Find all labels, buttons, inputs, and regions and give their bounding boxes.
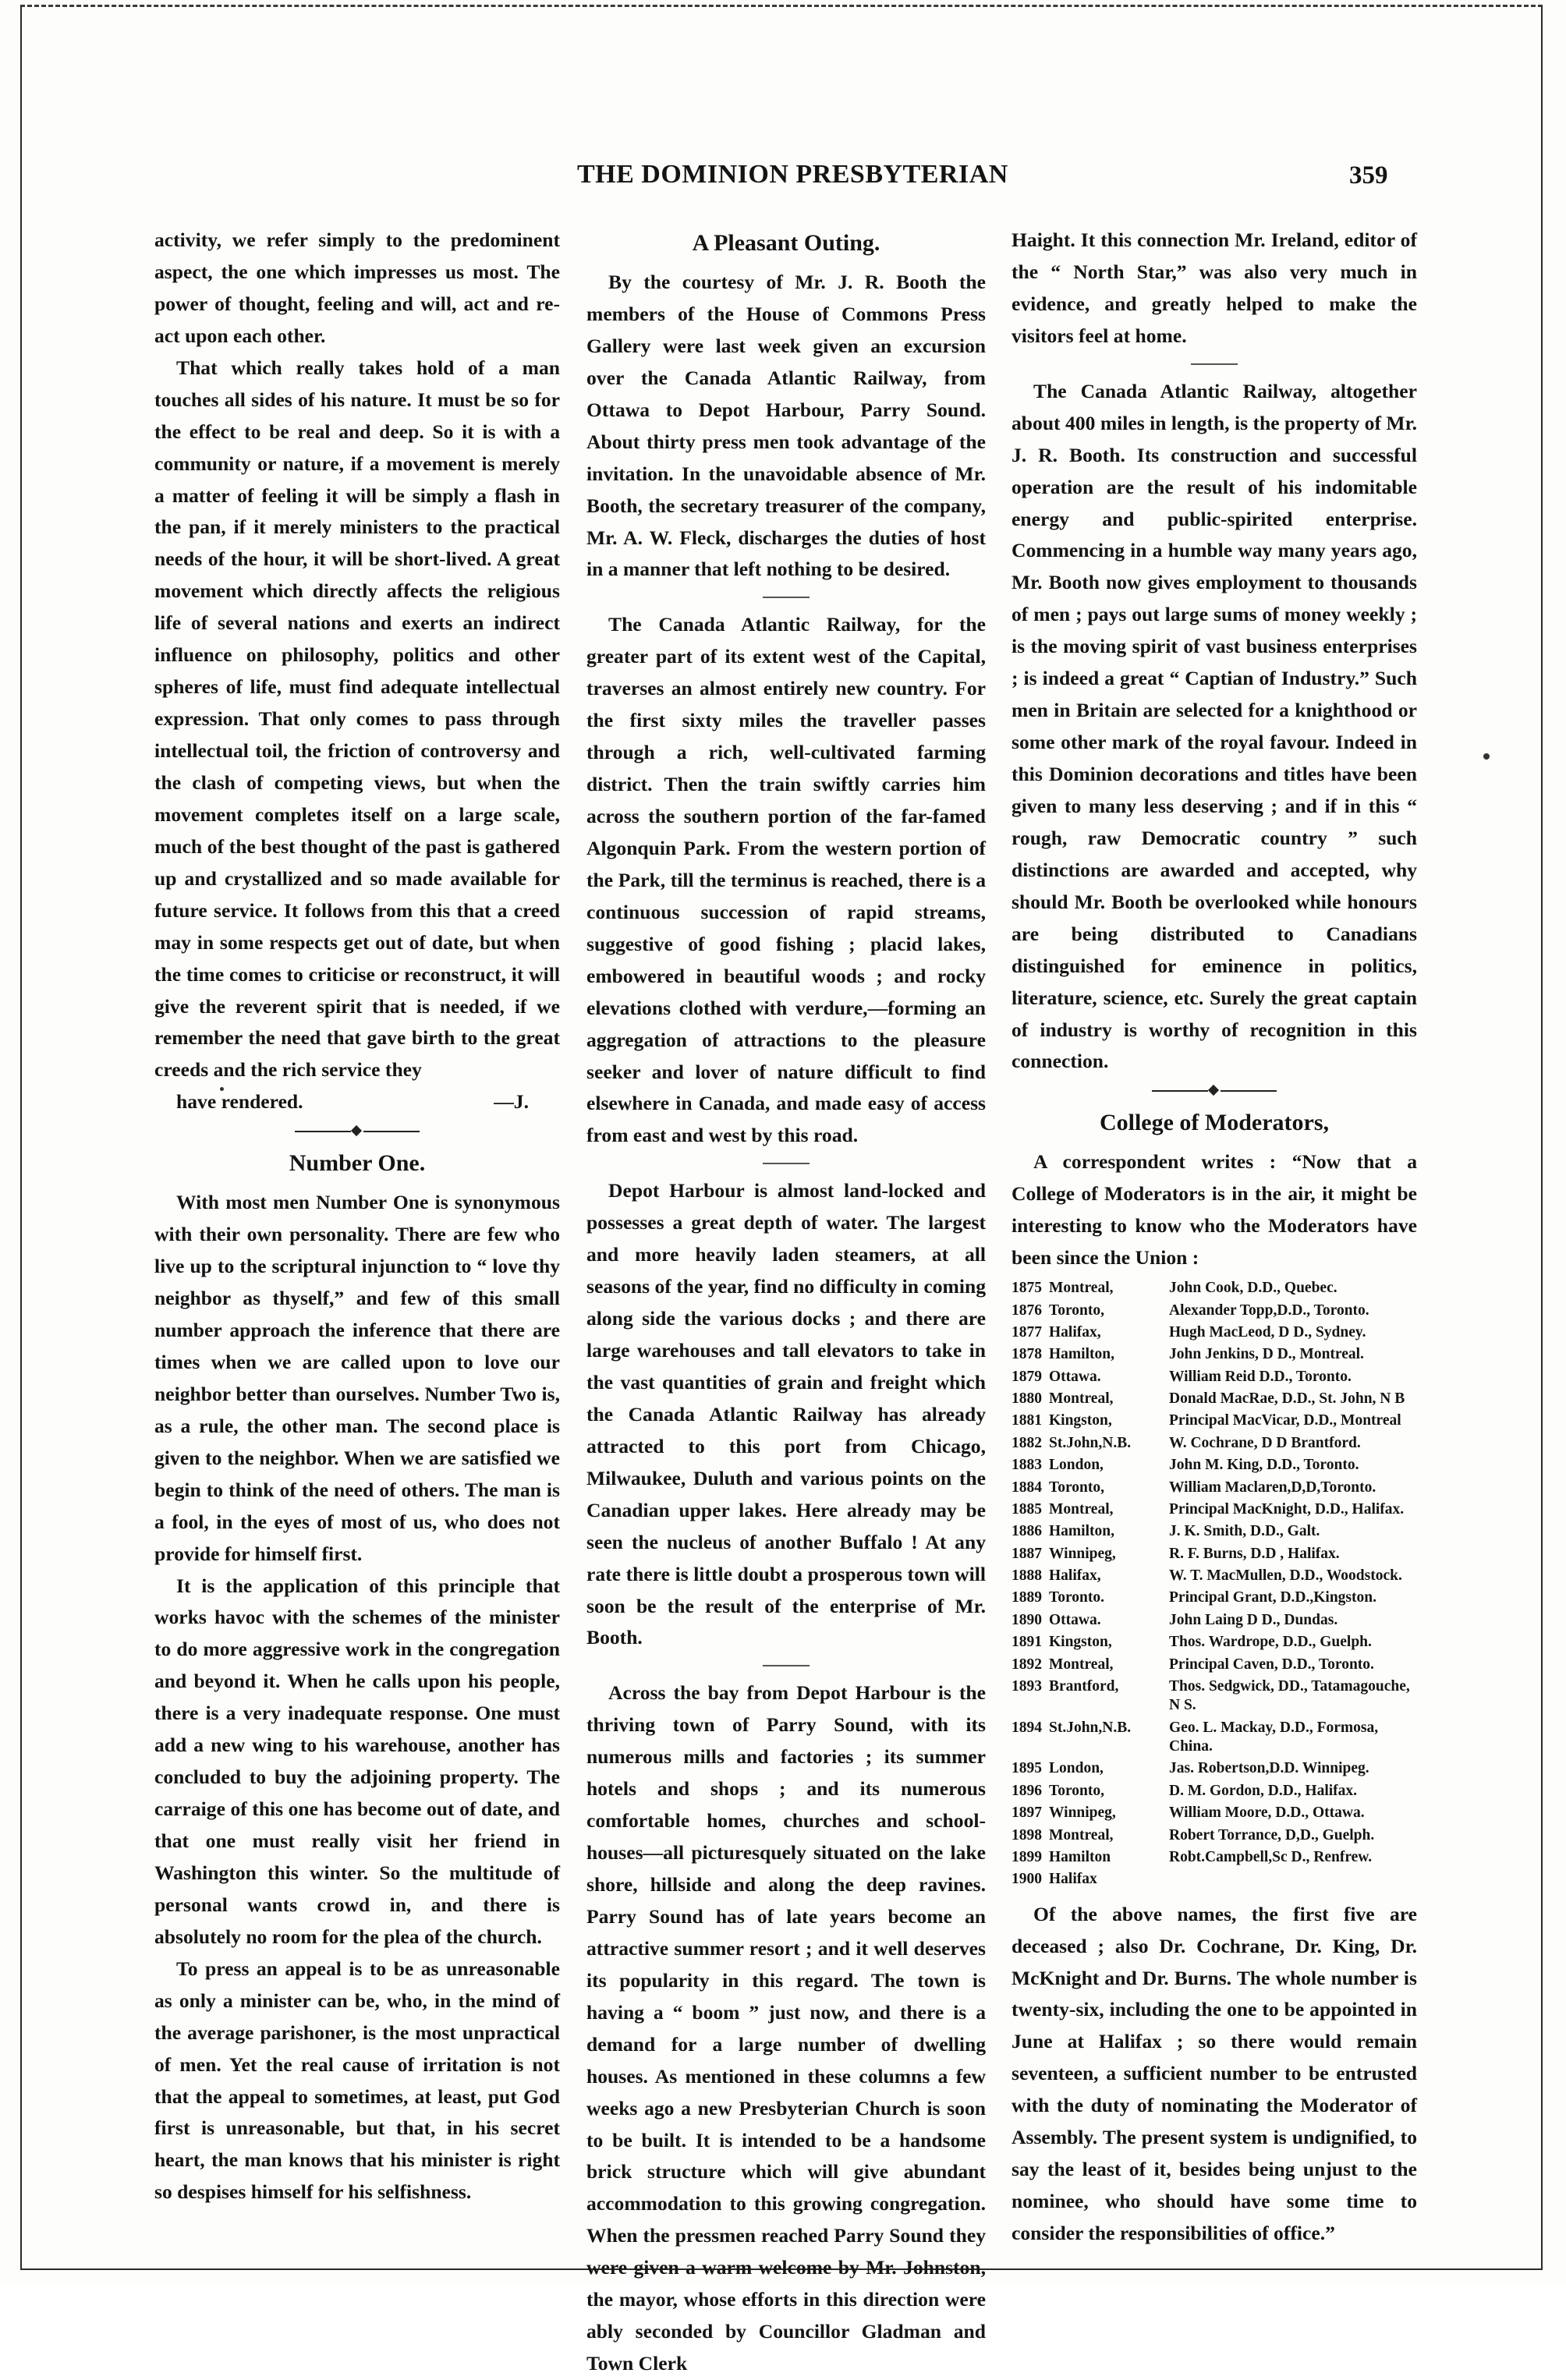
- moderator-place: Brantford,: [1049, 1677, 1119, 1695]
- moderator-year: 1895: [1012, 1760, 1042, 1777]
- moderator-name: Principal Grant, D.D.,Kingston.: [1169, 1589, 1376, 1606]
- moderator-name: Thos. Wardrope, D.D., Guelph.: [1169, 1634, 1372, 1651]
- moderator-place: St.John,N.B.: [1049, 1719, 1132, 1736]
- table-row: [1012, 1719, 1417, 1760]
- moderator-place: Ottawa.: [1049, 1368, 1101, 1385]
- paragraph-divider: [763, 597, 810, 598]
- moderator-name: R. F. Burns, D.D , Halifax.: [1169, 1545, 1340, 1562]
- moderator-place: Montreal,: [1049, 1280, 1114, 1297]
- moderator-year: 1878: [1012, 1346, 1042, 1363]
- moderator-year: 1892: [1012, 1656, 1042, 1673]
- paragraph-end-text: have rendered.: [176, 1090, 303, 1114]
- section-divider: [1152, 1086, 1277, 1096]
- moderator-place: Hamilton: [1049, 1848, 1111, 1865]
- table-row: [1012, 1522, 1417, 1544]
- paragraph: With most men Number One is synonymous with their own personality. There are few who live up to the scriptural injunction to “ love thy neighbor as thyself,” and few of this small number approach the inference that there are times when we are called upon to love our neighbor better than ourselves. Number Two is, as a rule, the other man. The second place is given to the neighbor. When we are satisfied we begin to think of the need of others. The man is a fool, in the eyes of most of us, who does not provide for himself first.: [154, 1191, 560, 1565]
- table-row: [1012, 1456, 1417, 1478]
- moderator-place: Montreal,: [1049, 1656, 1114, 1673]
- moderator-place: Toronto,: [1049, 1782, 1104, 1799]
- article-heading: A Pleasant Outing.: [692, 230, 880, 256]
- table-row: [1012, 1567, 1417, 1588]
- table-row: [1012, 1545, 1417, 1567]
- moderator-name: Robt.Campbell,Sc D., Renfrew.: [1169, 1848, 1373, 1865]
- table-row: [1012, 1804, 1417, 1826]
- moderator-year: 1879: [1012, 1368, 1042, 1385]
- moderator-name: John Cook, D.D., Quebec.: [1169, 1280, 1337, 1297]
- table-row: [1012, 1759, 1417, 1781]
- moderator-name: William Reid D.D., Toronto.: [1169, 1368, 1352, 1385]
- moderator-year: 1882: [1012, 1434, 1042, 1451]
- moderator-year: 1896: [1012, 1782, 1042, 1799]
- moderator-year: 1883: [1012, 1457, 1042, 1474]
- paragraph: A correspondent writes : “Now that a College of Moderators is in the air, it might be interesting to know who the Moderators have been since the Union :: [1012, 1150, 1417, 1270]
- table-row: [1012, 1588, 1417, 1610]
- paragraph: The Canada Atlantic Railway, for the greater part of its extent west of the Capital, traverses an almost entirely new country. For the first sixty miles the traveller passes through a rich, well-cultivated farming district. Then the train swiftly carries him across the southern portion of the far-famed Algonquin Park. From the western portion of the Park, till the terminus is reached, there is a continuous succession of rapid streams, suggestive of good fishing ; placid lakes, embowered in beautiful woods ; and rocky elevations clothed with verdure,—forming an aggregation of attractions to the pleasure seeker and lover of nature difficult to find elsewhere in Canada, and made easy of access from east and west by this road.: [586, 613, 986, 1147]
- moderator-place: St.John,N.B.: [1049, 1434, 1132, 1451]
- moderator-year: 1885: [1012, 1500, 1042, 1518]
- moderator-name: Geo. L. Mackay, D.D., Formosa, China.: [1169, 1719, 1379, 1755]
- ink-speck: [1483, 753, 1490, 760]
- moderator-name: W. Cochrane, D D Brantford.: [1169, 1434, 1361, 1451]
- moderator-place: Halifax,: [1049, 1567, 1101, 1584]
- paragraph: To press an appeal is to be as unreasonable as only a minister can be, who, in the mind of the average parishoner, is the most unpractical of men. Yet the real cause of irritation is not that the appeal to sometimes, at least, put God first is unreasonable, but that, in his secret heart, the man knows that his minister is right so despises himself for his selfishness.: [154, 1957, 560, 2204]
- moderator-year: 1886: [1012, 1523, 1042, 1540]
- paragraph-end-line: [154, 1086, 560, 1118]
- paragraph-divider: [763, 1163, 810, 1164]
- moderator-year: 1876: [1012, 1302, 1042, 1319]
- table-row: [1012, 1411, 1417, 1433]
- table-row: [1012, 1782, 1417, 1804]
- moderator-name: Robert Torrance, D,D., Guelph.: [1169, 1826, 1375, 1843]
- moderator-year: 1897: [1012, 1804, 1042, 1822]
- moderator-year: 1880: [1012, 1390, 1042, 1407]
- paragraph: Haight. It this connection Mr. Ireland, editor of the “ North Star,” was also very much in evidence, and greatly helped to make the visitors feel at home.: [1012, 228, 1417, 347]
- table-row: [1012, 1434, 1417, 1456]
- moderator-name: J. K. Smith, D.D., Galt.: [1169, 1523, 1320, 1540]
- author-initial: —J.: [494, 1090, 529, 1114]
- moderator-name: Jas. Robertson,D.D. Winnipeg.: [1169, 1760, 1369, 1777]
- moderator-place: Toronto,: [1049, 1302, 1104, 1319]
- moderator-place: London,: [1049, 1457, 1104, 1474]
- moderator-year: 1887: [1012, 1545, 1042, 1562]
- moderator-place: Halifax: [1049, 1871, 1097, 1888]
- table-row: [1012, 1345, 1417, 1367]
- moderator-name: William Maclaren,D,D,Toronto.: [1169, 1479, 1376, 1496]
- moderator-year: 1884: [1012, 1479, 1042, 1496]
- moderator-place: Kingston,: [1049, 1634, 1112, 1651]
- moderator-year: 1893: [1012, 1677, 1042, 1695]
- table-row: [1012, 1870, 1417, 1892]
- moderator-place: Halifax,: [1049, 1323, 1101, 1341]
- table-row: [1012, 1500, 1417, 1522]
- paragraph: activity, we refer simply to the predominent aspect, the one which impresses us most. The power of thought, feeling and will, act and re-act upon each other.: [154, 228, 560, 347]
- column-middle: [586, 225, 986, 2380]
- moderator-name: [1169, 1870, 1417, 1892]
- moderator-place: Montreal,: [1049, 1500, 1114, 1518]
- moderator-name: Alexander Topp,D.D., Toronto.: [1169, 1302, 1369, 1319]
- moderator-name: John M. King, D.D., Toronto.: [1169, 1457, 1359, 1474]
- moderator-year: 1877: [1012, 1323, 1042, 1341]
- paragraph: Across the bay from Depot Harbour is the thriving town of Parry Sound, with its numerous mills and factories ; its summer hotels and shops ; and its numerous comfortable homes, churches and school-houses—all picturesquely situated on the lake shore, hillside and along the deep ravines. Parry Sound has of late years become an attractive summer resort ; and it well deserves its popularity in this regard. The town is having a “ boom ” just now, and there is a demand for a large number of dwelling houses. As mentioned in these columns a few weeks ago a new Presbyterian Church is soon to be built. It is intended to be a handsome brick structure which will give abundant accommodation to this growing congregation. When the pressmen reached Parry Sound they were given a warm welcome by Mr. Johnston, the mayor, whose efforts in this direction were ably seconded by Councillor Gladman and Town Clerk: [586, 1681, 986, 2375]
- moderator-name: John Jenkins, D D., Montreal.: [1169, 1346, 1364, 1363]
- moderator-name: Principal MacVicar, D.D., Montreal: [1169, 1412, 1401, 1429]
- moderator-name: Thos. Sedgwick, DD., Tatamagouche, N S.: [1169, 1677, 1410, 1714]
- table-row: [1012, 1656, 1417, 1677]
- moderator-year: 1894: [1012, 1719, 1042, 1736]
- table-row: [1012, 1677, 1417, 1719]
- table-row: [1012, 1323, 1417, 1345]
- moderator-year: 1881: [1012, 1412, 1042, 1429]
- table-row: [1012, 1368, 1417, 1390]
- column-right: [1012, 225, 1417, 2250]
- moderator-place: Winnipeg,: [1049, 1804, 1116, 1822]
- article-heading: Number One.: [289, 1150, 426, 1177]
- section-divider: [295, 1126, 420, 1137]
- moderator-place: Kingston,: [1049, 1412, 1112, 1429]
- running-head: [0, 160, 1566, 199]
- table-row: [1012, 1479, 1417, 1500]
- moderator-year: 1890: [1012, 1611, 1042, 1628]
- table-row: [1012, 1279, 1417, 1301]
- paragraph: The Canada Atlantic Railway, altogether about 400 miles in length, is the property of Mr. J. R. Booth. Its construction and successful operation are the result of his indomitable energy and public-spirited enterprise. Commencing in a humble way many years ago, Mr. Booth now gives employment to thousands of men ; pays out large sums of money weekly ; is the moving spirit of vast business enterprises ; is indeed a great “ Captian of Industry.” Such men in Britain are selected for a knighthood or some other mark of the royal favour. Indeed in this Dominion decorations and titles have been given to many less deserving ; and if in this “ rough, raw Democratic country ” such distinctions are awarded and accepted, why should Mr. Booth be overlooked while honours are being distributed to Canadians distinguished for eminence in politics, literature, science, etc. Surely the great captain of industry is worthy of recognition in this connection.: [1012, 379, 1417, 1073]
- article-heading: College of Moderators,: [1099, 1110, 1330, 1136]
- paragraph: By the courtesy of Mr. J. R. Booth the members of the House of Commons Press Gallery were last week given an excursion over the Canada Atlantic Railway, from Ottawa to Depot Harbour, Parry Sound. About thirty press men took advantage of the invitation. In the unavoidable absence of Mr. Booth, the secretary treasurer of the company, Mr. A. W. Fleck, discharges the duties of host in a manner that left nothing to be desired.: [586, 271, 986, 581]
- moderator-name: W. T. MacMullen, D.D., Woodstock.: [1169, 1567, 1402, 1584]
- moderator-name: Donald MacRae, D.D., St. John, N B: [1169, 1390, 1405, 1407]
- moderator-place: Montreal,: [1049, 1826, 1114, 1843]
- moderator-place: Ottawa.: [1049, 1611, 1101, 1628]
- moderator-year: 1898: [1012, 1826, 1042, 1843]
- column-left: [154, 225, 560, 2208]
- table-row: [1012, 1611, 1417, 1633]
- moderator-place: Hamilton,: [1049, 1523, 1114, 1540]
- paragraph: Depot Harbour is almost land-locked and possesses a great depth of water. The largest and more heavily laden steamers, at all seasons of the year, find no difficulty in coming along side the various docks ; and there are large warehouses and tall elevators to take in the vast quantities of grain and freight which the Canada Atlantic Railway has already attracted to this port from Chicago, Milwaukee, Duluth and various points on the Canadian upper lakes. Here already may be seen the nucleus of another Buffalo ! At any rate there is little doubt a prosperous town will soon be the result of the enterprise of Mr. Booth.: [586, 1179, 986, 1649]
- moderator-place: Winnipeg,: [1049, 1545, 1116, 1562]
- moderator-place: Toronto,: [1049, 1479, 1104, 1496]
- moderator-name: Hugh MacLeod, D D., Sydney.: [1169, 1323, 1366, 1341]
- table-row: [1012, 1633, 1417, 1655]
- table-row: [1012, 1848, 1417, 1870]
- table-row: [1012, 1826, 1417, 1848]
- paragraph-divider: [763, 1665, 810, 1666]
- moderator-name: John Laing D D., Dundas.: [1169, 1611, 1338, 1628]
- publication-title: THE DOMINION PRESBYTERIAN: [577, 160, 1008, 189]
- paragraph-divider: [1191, 363, 1238, 365]
- paragraph: Of the above names, the first five are deceased ; also Dr. Cochrane, Dr. King, Dr. McKnight and Dr. Burns. The whole number is twenty-six, including the one to be appointed in June at Halifax ; so there would remain seventeen, a sufficient number to be entrusted with the duty of nominating the Moderator of Assembly. The present system is undignified, to say the least of it, besides being unjust to the nominee, who should have some time to consider the responsibilities of office.”: [1012, 1902, 1417, 2244]
- moderator-year: 1889: [1012, 1589, 1042, 1606]
- moderator-name: William Moore, D.D., Ottawa.: [1169, 1804, 1365, 1822]
- moderator-year: 1875: [1012, 1280, 1042, 1297]
- page-number: 359: [1349, 161, 1388, 189]
- table-row: [1012, 1302, 1417, 1323]
- table-row: [1012, 1390, 1417, 1411]
- moderators-table: [1012, 1279, 1417, 1893]
- paragraph: That which really takes hold of a man touches all sides of his nature. It must be so for the effect to be real and deep. So it is with a community or nature, if a movement is merely a matter of feeling it will be simply a flash in the pan, if it merely ministers to the practical needs of the hour, it will be short-lived. A great movement which directly affects the religious life of several nations and exerts an indirect influence on philosophy, politics and other spheres of life, must find adequate intellectual expression. That only comes to pass through intellectual toil, the friction of controversy and the clash of competing views, but when the movement completes itself on a large scale, much of the best thought of the past is gathered up and crystallized and so made available for future service. It follows from this that a creed may in some respects get out of date, but when the time comes to criticise or reconstruct, it will give the reverent spirit that is needed, if we remember the need that gave birth to the great creeds and the rich service they: [154, 356, 560, 1082]
- moderator-name: Principal MacKnight, D.D., Halifax.: [1169, 1500, 1405, 1518]
- moderator-year: 1888: [1012, 1567, 1042, 1584]
- moderator-name: D. M. Gordon, D.D., Halifax.: [1169, 1782, 1358, 1799]
- moderator-year: 1900: [1012, 1871, 1042, 1888]
- moderator-place: Hamilton,: [1049, 1346, 1114, 1363]
- moderator-place: London,: [1049, 1760, 1104, 1777]
- moderator-name: Principal Caven, D.D., Toronto.: [1169, 1656, 1374, 1673]
- moderator-place: Montreal,: [1049, 1390, 1114, 1407]
- paragraph: It is the application of this principle that works havoc with the schemes of the minister to do more aggressive work in the congregation and beyond it. When he calls upon his people, there is a very inadequate response. One must add a new wing to his warehouse, another has concluded to buy the adjoining property. The carraige of this one has become out of date, and that one must really visit her friend in Washington this winter. So the multitude of personal wants crowd in, and there is absolutely no room for the plea of the church.: [154, 1574, 560, 1948]
- moderator-place: Toronto.: [1049, 1589, 1104, 1606]
- moderator-year: 1891: [1012, 1634, 1042, 1651]
- moderator-year: 1899: [1012, 1848, 1042, 1865]
